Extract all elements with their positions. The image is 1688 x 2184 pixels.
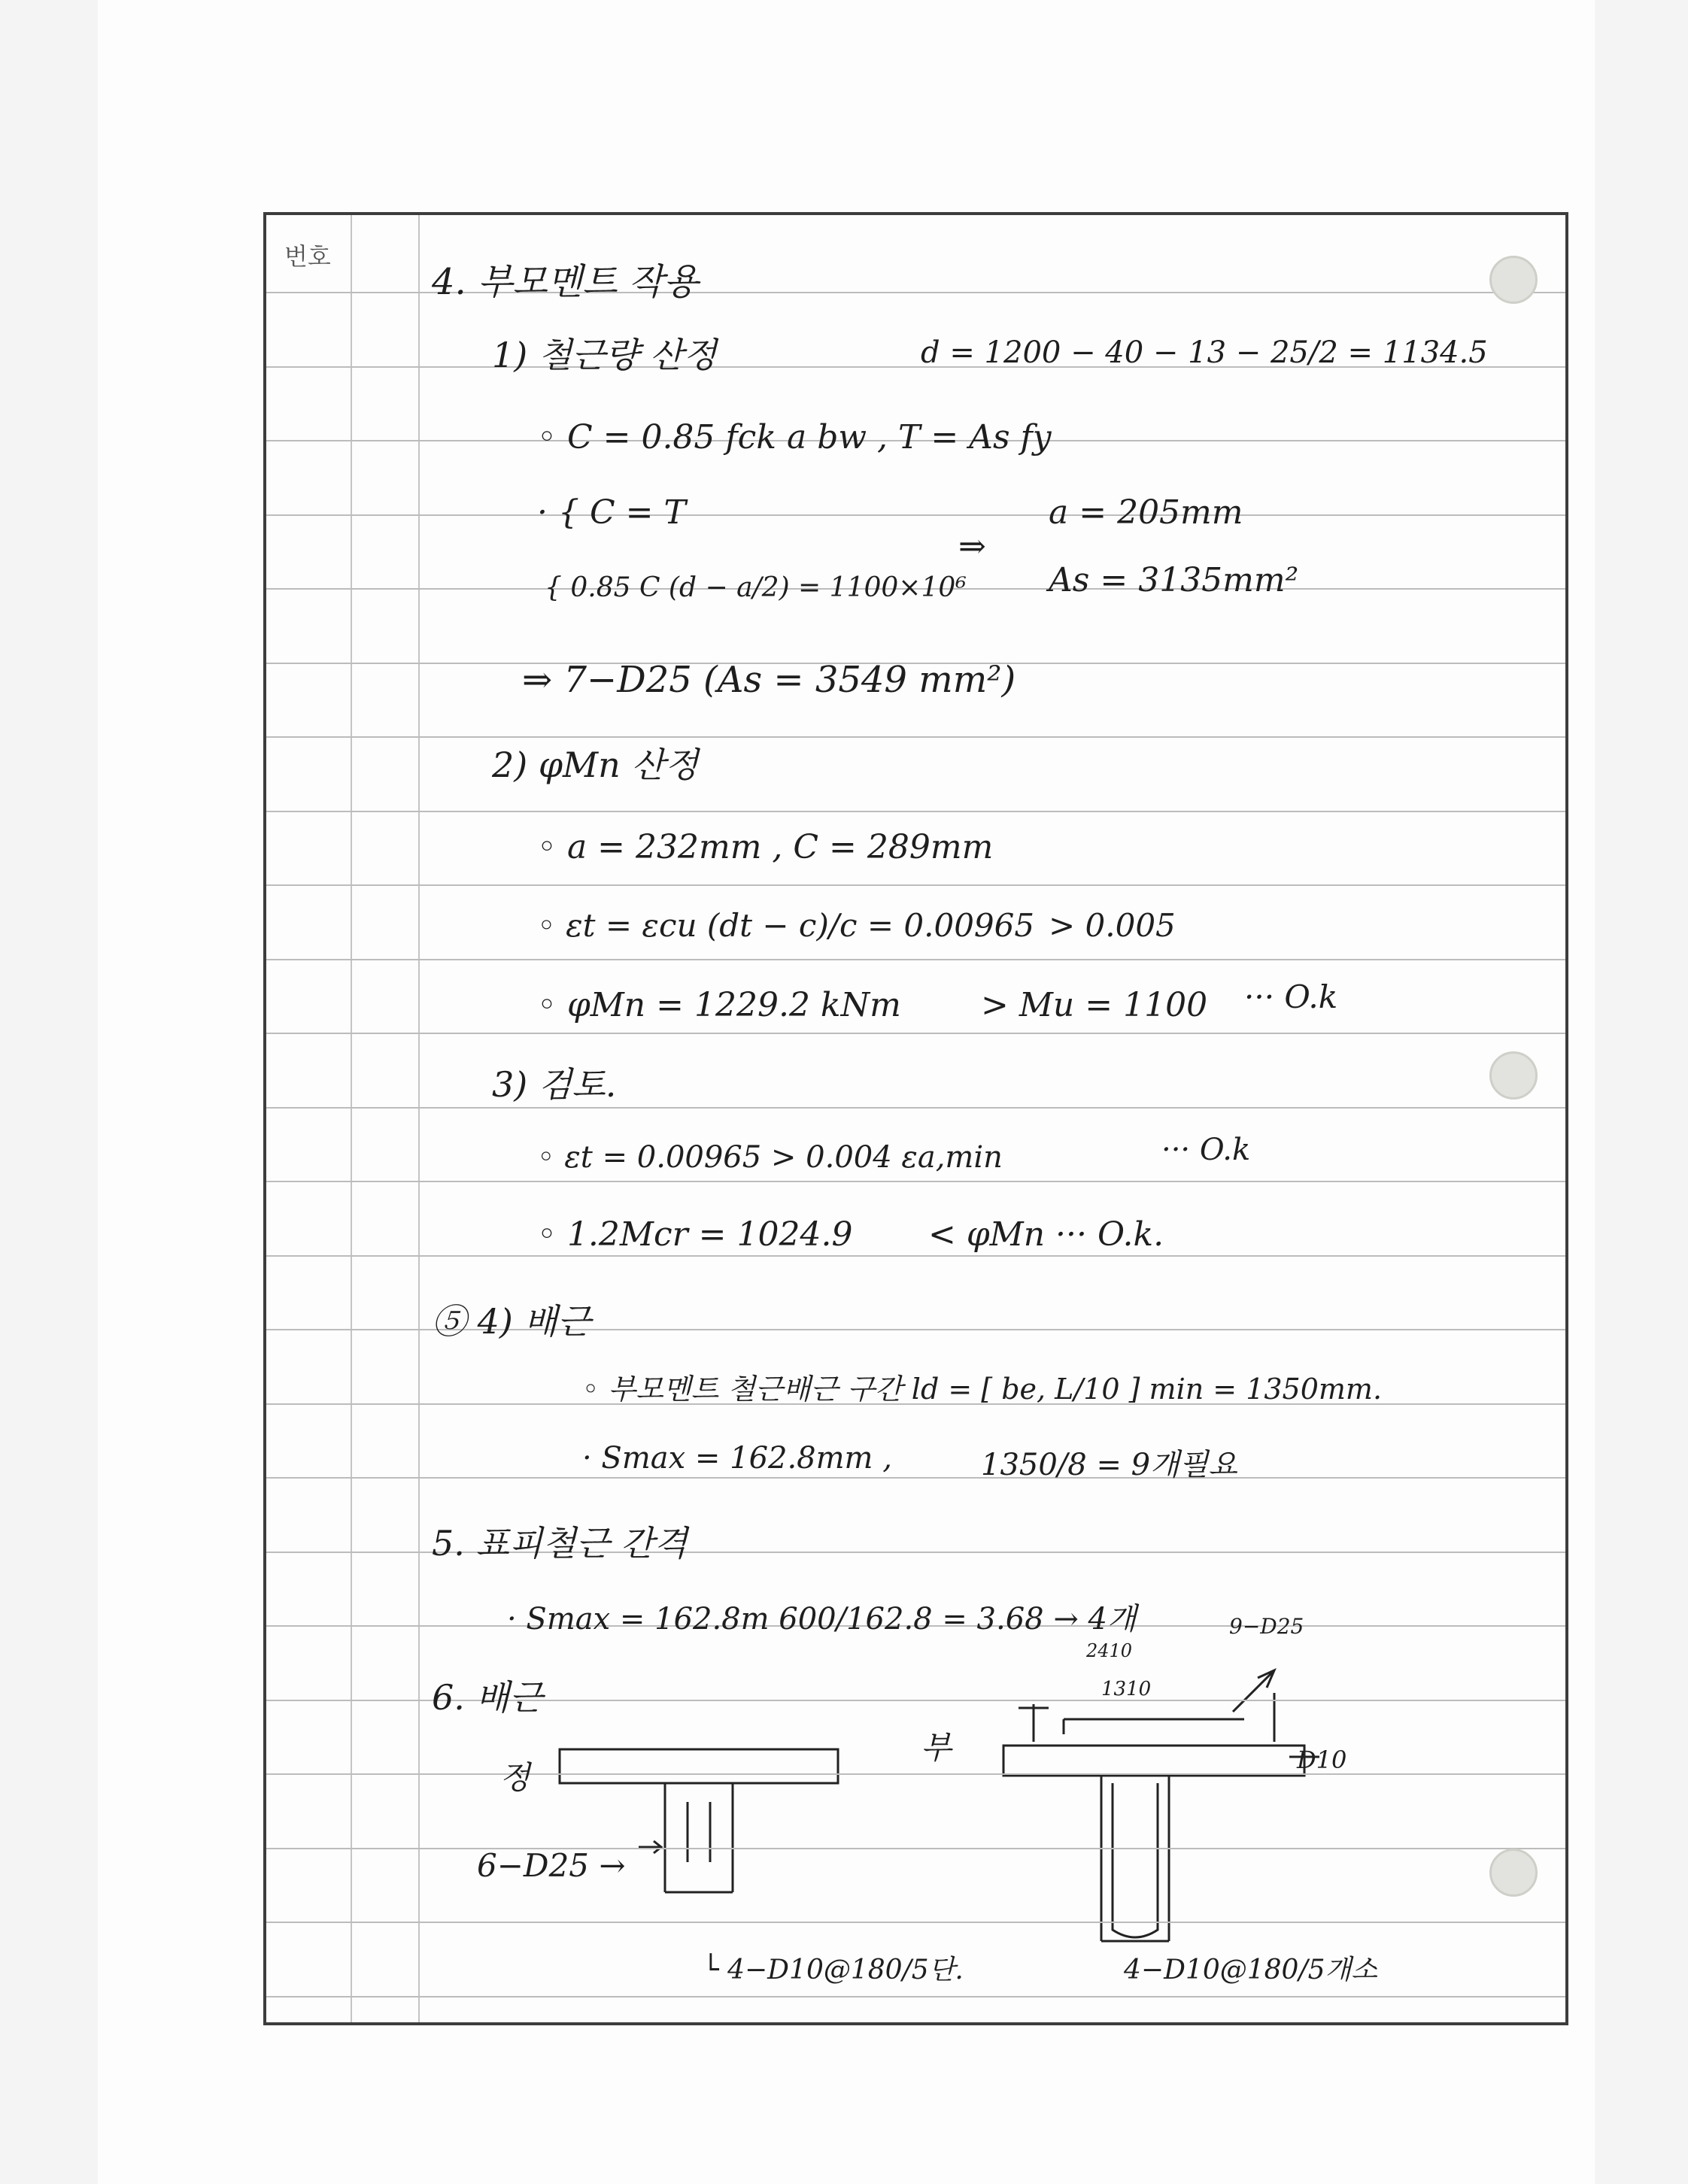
handwritten-line-st2: 4−D10@180/5개소: [1124, 1955, 1378, 1985]
ruled-line: [266, 736, 1565, 738]
binder-hole: [1489, 1849, 1538, 1897]
handwritten-line-st1: └ 4−D10@180/5단.: [703, 1955, 964, 1985]
handwritten-line-n9: 9−D25: [1229, 1614, 1304, 1639]
handwritten-line-h6: 6. 배근: [432, 1677, 543, 1718]
paper-sheet: [98, 0, 1595, 2184]
handwritten-line-chk2: ◦ 1.2Mcr = 1024.9: [537, 1215, 853, 1254]
handwritten-line-s3: 3) 검토.: [492, 1064, 617, 1105]
handwritten-line-neg: 부: [921, 1729, 952, 1766]
binder-hole: [1489, 1051, 1538, 1100]
ruled-line: [266, 514, 1565, 516]
handwritten-line-mu: > Mu = 1100: [981, 986, 1208, 1024]
ruled-line: [266, 1922, 1565, 1923]
ruled-line: [266, 959, 1565, 960]
handwritten-line-arrow: ⇒: [958, 527, 986, 566]
ruled-line: [266, 1181, 1565, 1182]
ruled-line: [266, 1848, 1565, 1849]
handwritten-line-ok2: ··· O.k: [1161, 1133, 1251, 1167]
handwritten-line-res: ⇒ 7−D25 (As = 3549 mm²): [522, 659, 1016, 701]
handwritten-line-h5: 5. 표피철근 간격: [432, 1523, 688, 1564]
handwritten-line-b3: 1350/8 = 9개필요: [981, 1448, 1238, 1482]
handwritten-line-gt1: > 0.005: [1049, 907, 1176, 944]
binder-hole: [1489, 256, 1538, 304]
handwritten-line-b1: ◦ 부모멘트 철근배근 구간 ld = [ be, L/10 ] min = 1350mm.: [582, 1373, 1383, 1406]
handwritten-line-ac: ◦ a = 232mm , C = 289mm: [537, 828, 994, 866]
ruled-line: [266, 1107, 1565, 1109]
handwritten-line-eq1: · { C = T: [537, 493, 686, 532]
handwritten-line-ok1: ··· O.k: [1244, 978, 1338, 1015]
ruled-line: [266, 1477, 1565, 1479]
ruled-line: [266, 884, 1565, 886]
ruled-line: [266, 1773, 1565, 1775]
handwritten-line-chk1: ◦ εt = 0.00965 > 0.004 εa,min: [537, 1140, 1003, 1175]
handwritten-line-as: As = 3135mm²: [1049, 561, 1299, 599]
ruled-line: [266, 1033, 1565, 1034]
handwritten-line-h4: 4. 부모멘트 작용: [432, 261, 699, 303]
handwritten-line-sk: · Smax = 162.8m 600/162.8 = 3.68 → 4개: [507, 1602, 1137, 1636]
handwritten-line-a: a = 205mm: [1049, 493, 1243, 532]
notebook-frame: [263, 212, 1568, 2025]
handwritten-line-lt: < φMn ··· O.k.: [928, 1215, 1164, 1254]
negative-moment-section: [1003, 1670, 1319, 1941]
handwritten-line-c: ◦ C = 0.85 fck a bw , T = As fy: [537, 418, 1052, 457]
ruled-line: [266, 1255, 1565, 1257]
handwritten-line-s4: ⑤ 4) 배근: [432, 1301, 591, 1342]
handwritten-line-eq2: { 0.85 C (d − a/2) = 1100×10⁶: [545, 572, 967, 603]
handwritten-line-s1: 1) 철근량 산정: [492, 335, 717, 375]
handwritten-line-eps: ◦ εt = εcu (dt − c)/c = 0.00965: [537, 907, 1035, 944]
handwritten-line-n1310: 1310: [1101, 1678, 1152, 1700]
ruled-line: [266, 1996, 1565, 1997]
handwritten-line-d25: 6−D25 →: [477, 1847, 626, 1884]
handwritten-line-d10: D10: [1297, 1746, 1347, 1774]
handwritten-line-pos: 정: [499, 1759, 530, 1796]
handwritten-line-phimn: ◦ φMn = 1229.2 kNm: [537, 986, 901, 1024]
handwritten-line-s2: 2) φMn 산정: [492, 745, 699, 785]
beam-sketches: [266, 215, 1568, 2025]
handwritten-line-d: d = 1200 − 40 − 13 − 25/2 = 1134.5: [921, 335, 1488, 370]
handwritten-line-b2: · Smax = 162.8mm ,: [582, 1441, 892, 1476]
ruled-line: [266, 811, 1565, 812]
handwritten-line-n2410: 2410: [1086, 1640, 1133, 1661]
number-label: 번호: [284, 242, 331, 271]
